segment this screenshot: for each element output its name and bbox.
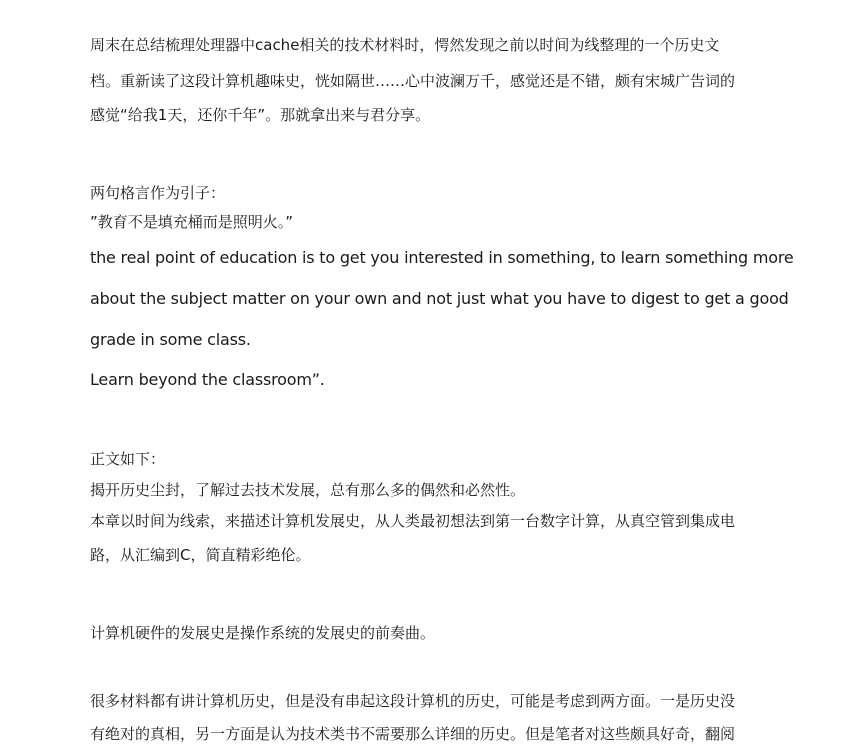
- quote-english-line-1: the real point of education is to get you interested in something, to learn something more: [90, 248, 794, 267]
- body-para2-line-2: 路，从汇编到C，简直精彩绝伦。: [90, 546, 311, 564]
- quotes-heading: 两句格言作为引子：: [90, 184, 226, 202]
- intro-line-1: 周末在总结梳理处理器中cache相关的技术材料时，愕然发现之前以时间为线整理的一个历史文: [90, 36, 720, 54]
- body-heading: 正文如下：: [90, 450, 166, 468]
- quote-chinese: ”教育不是填充桶而是照明火。”: [90, 213, 294, 231]
- final-para-line-1: 很多材料都有讲计算机历史，但是没有串起这段计算机的历史，可能是考虑到两方面。一是历史没: [90, 692, 736, 710]
- quote-english-line-3: grade in some class.: [90, 330, 251, 349]
- quote-english-line-2: about the subject matter on your own and not just what you have to digest to get a good: [90, 289, 789, 308]
- hardware-history-line: 计算机硬件的发展史是操作系统的发展史的前奏曲。: [90, 624, 436, 642]
- intro-line-2: 档。重新读了这段计算机趣味史，恍如隔世……心中波澜万千，感觉还是不错，颇有宋城广告词的: [90, 72, 736, 90]
- body-para2-line-1: 本章以时间为线索，来描述计算机发展史，从人类最初想法到第一台数字计算，从真空管到集成电: [90, 512, 736, 530]
- body-line-1: 揭开历史尘封，了解过去技术发展，总有那么多的偶然和必然性。: [90, 481, 526, 499]
- intro-line-3: 感觉“给我1天，还你千年”。那就拿出来与君分享。: [90, 106, 431, 124]
- quote-english-line-4: Learn beyond the classroom”.: [90, 370, 325, 389]
- final-para-line-2: 有绝对的真相，另一方面是认为技术类书不需要那么详细的历史。但是笔者对这些颇具好奇，翻阅: [90, 725, 736, 743]
